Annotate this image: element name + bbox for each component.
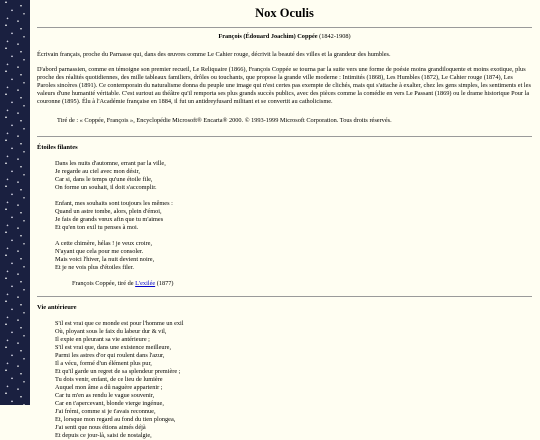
poem-line: Je regarde au ciel avec mon désir, — [55, 168, 140, 175]
attribution-year: (1877) — [155, 280, 174, 287]
poem-line: Je fais de grands vœux afin que tu m'aimes — [55, 216, 164, 223]
poem-line: Car en t'apercevant, blonde vierge ingénue, — [55, 400, 164, 407]
poem-etoiles-filantes — [55, 160, 532, 272]
site-title: Nox Oculis — [255, 6, 314, 20]
source-citation: Tiré de : « Coppée, François », Encyclopédie Microsoft® Encarta® 2000. © 1993-1999 Microsoft Corporation. Tous droits réservés. — [57, 117, 392, 124]
poem-line: J'ai senti que nous étions aimés déjà — [55, 424, 146, 431]
poem-line: Auquel mon âme a dû naguère appartenir ; — [55, 384, 163, 391]
poem-line: S'il est vrai que ce monde est pour l'homme un exil — [55, 320, 184, 327]
poem-line: Où, ployant sous le faix du labeur dur & vil, — [55, 328, 167, 335]
bio-body: D'abord parnassien, comme en témoigne son premier recueil, Le Reliquaire (1866), François Coppée se tourna par la suite vers une forme de poésie moins grandiloquente et moins exotique, plus proche des réalités quotidiennes, des mille tableaux familiers, drôles ou touchants, que propose la grande ville moderne : Intimités (1868), Les Humbles (1872), Le Cahier rouge (1874), Les Paroles sincères (1891). Ce contemporain du naturalisme donna du peuple une image qui n'est certes pas exempte de clichés, mais qui s'attache à exalter, chez les gens simples, les sentiments et les valeurs d'une humanité véritable. C'est surtout au théâtre qu'il remporta ses plus grands succès publics, avec des pièces comme la comédie en vers Le Passant (1869) ou le drame historique Pour la couronne (1895). Élu à l'Académie française en 1884, il fut un antidreyfusard militant et se convertit au catholicisme. — [37, 66, 531, 105]
author-dates: (1842-1908) — [319, 33, 351, 40]
starry-sidebar — [0, 0, 30, 405]
poem-line: Et depuis ce jour-là, saisi de nostalgie, — [55, 432, 152, 439]
poem-line: N'ayant que cela pour me consoler. — [55, 248, 144, 255]
poem-line: Mais voici l'hiver, la nuit devient noire, — [55, 256, 155, 263]
divider — [37, 27, 532, 28]
poem-attribution — [72, 280, 532, 288]
poem-line: Car si, dans le temps qu'une étoile file, — [55, 176, 153, 183]
poem-title: Étoiles filantes — [37, 144, 78, 151]
divider — [37, 296, 532, 297]
poem-line: Et je ne vois plus d'étoiles filer. — [55, 264, 134, 271]
poem-line: J'ai frémi, comme si je t'avais reconnue, — [55, 408, 156, 415]
attribution-text: François Coppée, tiré de — [72, 280, 136, 287]
poem-line: Quand un astre tombe, alors, plein d'émoi, — [55, 208, 162, 215]
stanza — [55, 160, 532, 192]
bio-intro: Écrivain français, proche du Parnasse qui, dans des œuvres comme Le Cahier rouge, décrivit la beauté des villes et la grandeur des humbles. — [37, 51, 391, 58]
poem-title: Vie antérieure — [37, 304, 77, 311]
poem-line: S'il est vrai que, dans une existence meilleure, — [55, 344, 172, 351]
poem-line: On forme un souhait, il doit s'accomplir. — [55, 184, 157, 191]
poem-line: Il a vécu, formé d'un élément plus pur, — [55, 360, 152, 367]
author-line — [37, 33, 532, 41]
poem-line: Enfant, mes souhaits sont toujours les mêmes : — [55, 200, 173, 207]
poem-line: A cette chimère, hélas ! je veux croire, — [55, 240, 153, 247]
poem-line: Et qu'il garde un regret de sa splendeur première ; — [55, 368, 181, 375]
poem-line: Et qu'en ton exil tu penses à moi. — [55, 224, 139, 231]
poem-line: Et, lorsque mon regard au fond du tien plongea, — [55, 416, 176, 423]
divider — [37, 136, 532, 137]
poem-vie-anterieure — [55, 320, 532, 440]
poem-line: Dans les nuits d'automne, errant par la ville, — [55, 160, 166, 167]
poem-line: Parmi les astres d'or qui roulent dans l'azur, — [55, 352, 165, 359]
exilee-link[interactable]: L'exilée — [135, 280, 156, 287]
author-name: François (Édouard Joachim) Coppée — [218, 33, 318, 40]
stanza — [55, 240, 532, 272]
poem-line: Car tu m'en as rendu le vague souvenir, — [55, 392, 155, 399]
stanza — [55, 200, 532, 232]
poem-line: Il expie en pleurant sa vie antérieure ; — [55, 336, 150, 343]
poem-line: Tu dois venir, enfant, de ce lieu de lumière — [55, 376, 163, 383]
page-content — [37, 0, 532, 440]
